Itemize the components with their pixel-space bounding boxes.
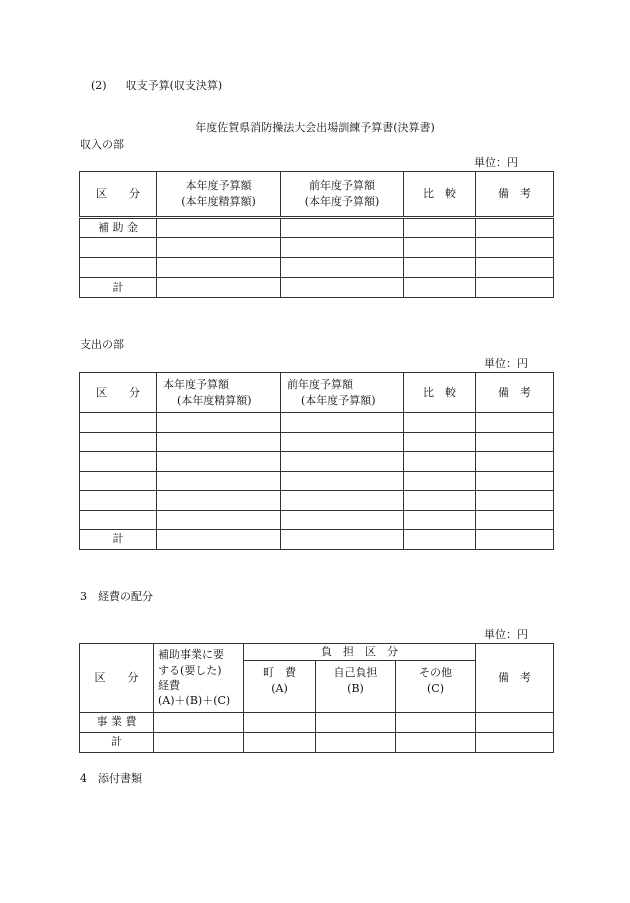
- section2-heading: [91, 79, 222, 92]
- allocation-header-burden: 負 担 区 分: [244, 644, 476, 661]
- table-row-total: [80, 530, 554, 550]
- table-row: [80, 413, 554, 433]
- table-row: [80, 471, 554, 491]
- table-row: [80, 238, 554, 258]
- income-total-label: 計: [80, 278, 157, 298]
- table-row-total: [80, 732, 554, 752]
- table-row-total: [80, 278, 554, 298]
- section4-heading: 4 添付書類: [80, 772, 142, 785]
- table-row: [80, 491, 554, 511]
- income-label: 収入の部: [80, 138, 124, 151]
- table-row: [80, 712, 554, 732]
- allocation-table: [79, 643, 554, 753]
- section3-heading: 3 経費の配分: [80, 590, 153, 603]
- expense-header-remarks: 備 考: [476, 373, 554, 413]
- expense-unit: 単位：円: [484, 357, 528, 370]
- income-unit: 単位：円: [474, 156, 518, 169]
- expense-total-label: 計: [80, 530, 157, 550]
- section2-heading-num: (2): [91, 79, 107, 92]
- allocation-row-label: 事 業 費: [80, 712, 154, 732]
- expense-header-compare: 比 較: [404, 373, 476, 413]
- income-header-previous: 前年度予算額 (本年度予算額): [281, 172, 404, 218]
- expense-header-kubun: 区 分: [80, 373, 157, 413]
- table-row: [80, 452, 554, 472]
- expense-table: [79, 372, 554, 550]
- table-row: [80, 432, 554, 452]
- table-row: [80, 218, 554, 238]
- income-header-remarks: 備 考: [476, 172, 554, 218]
- allocation-header-self: 自己負担 (B): [316, 660, 396, 712]
- expense-header-current: 本年度予算額 (本年度精算額): [157, 373, 281, 413]
- document-title: 年度佐賀県消防操法大会出場訓練予算書(決算書): [195, 121, 435, 134]
- allocation-header-other: その他 (C): [396, 660, 476, 712]
- section2-heading-text: 収支予算(収支決算): [125, 79, 223, 92]
- allocation-header-town: 町 費 (A): [244, 660, 316, 712]
- expense-label: 支出の部: [80, 338, 124, 351]
- table-row: [80, 258, 554, 278]
- section3-unit: 単位：円: [484, 628, 528, 641]
- income-table: [79, 171, 554, 298]
- allocation-total-label: 計: [80, 732, 154, 752]
- income-header-compare: 比 較: [404, 172, 476, 218]
- expense-header-previous: 前年度予算額 (本年度予算額): [281, 373, 404, 413]
- allocation-header-kubun: 区 分: [80, 644, 154, 713]
- allocation-header-total-cost: 補助事業に要 する(要した) 経費 (A)＋(B)＋(C): [154, 644, 244, 713]
- allocation-header-remarks: 備 考: [476, 644, 554, 713]
- income-row-label: 補 助 金: [80, 218, 157, 238]
- income-header-current: 本年度予算額 (本年度精算額): [157, 172, 281, 218]
- income-header-kubun: 区 分: [80, 172, 157, 218]
- table-row: [80, 510, 554, 530]
